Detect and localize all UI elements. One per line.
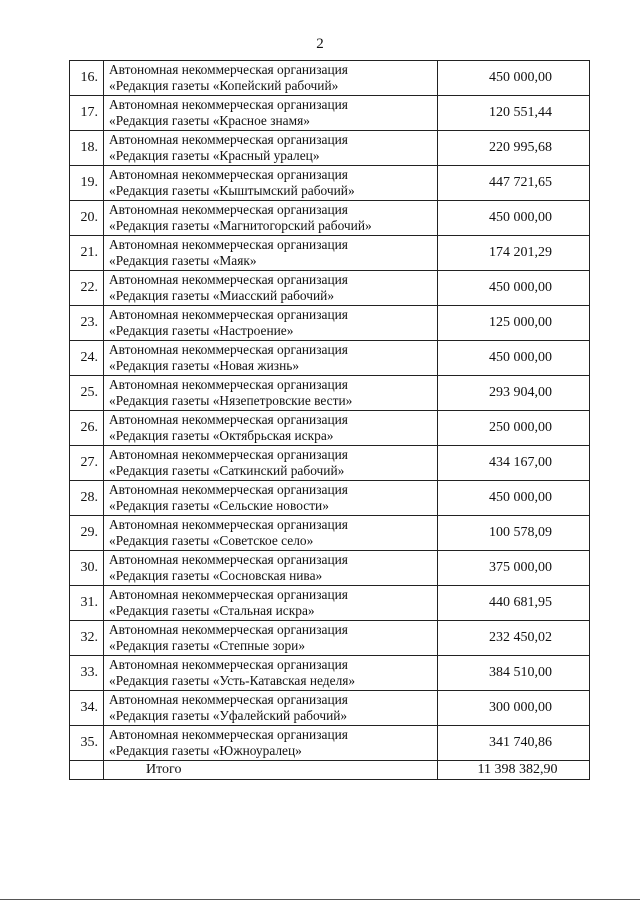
organization-line-2: «Редакция газеты «Саткинский рабочий» (109, 463, 345, 478)
table-row (70, 516, 590, 551)
organization-line-1: Автономная некоммерческая организация (109, 307, 348, 322)
organization-line-2: «Редакция газеты «Стальная искра» (109, 603, 315, 618)
page-footer-line (0, 899, 640, 900)
row-amount: 341 740,86 (438, 726, 590, 761)
table-row (70, 306, 590, 341)
organization-line-1: Автономная некоммерческая организация (109, 202, 348, 217)
organization-name (104, 516, 438, 551)
organization-line-1: Автономная некоммерческая организация (109, 727, 348, 742)
organization-name (104, 411, 438, 446)
organization-name (104, 236, 438, 271)
total-label: Итого (104, 761, 438, 780)
row-amount: 450 000,00 (438, 201, 590, 236)
total-number-cell (70, 761, 104, 780)
organization-name (104, 446, 438, 481)
organization-line-2: «Редакция газеты «Советское село» (109, 533, 314, 548)
row-amount: 174 201,29 (438, 236, 590, 271)
row-amount: 447 721,65 (438, 166, 590, 201)
row-amount: 300 000,00 (438, 691, 590, 726)
table-row (70, 446, 590, 481)
table-row (70, 376, 590, 411)
organization-line-2: «Редакция газеты «Копейский рабочий» (109, 78, 339, 93)
organization-line-2: «Редакция газеты «Маяк» (109, 253, 257, 268)
row-number: 35. (70, 726, 104, 761)
organization-name (104, 551, 438, 586)
organization-line-1: Автономная некоммерческая организация (109, 237, 348, 252)
organization-line-1: Автономная некоммерческая организация (109, 447, 348, 462)
organization-line-2: «Редакция газеты «Южноуралец» (109, 743, 302, 758)
organization-line-2: «Редакция газеты «Сельские новости» (109, 498, 329, 513)
organization-line-2: «Редакция газеты «Красный уралец» (109, 148, 320, 163)
row-amount: 250 000,00 (438, 411, 590, 446)
organization-name (104, 131, 438, 166)
organization-name (104, 306, 438, 341)
organization-line-2: «Редакция газеты «Кыштымский рабочий» (109, 183, 355, 198)
organization-line-1: Автономная некоммерческая организация (109, 657, 348, 672)
table-row (70, 656, 590, 691)
row-number: 33. (70, 656, 104, 691)
row-number: 34. (70, 691, 104, 726)
organization-line-2: «Редакция газеты «Настроение» (109, 323, 294, 338)
organization-line-1: Автономная некоммерческая организация (109, 517, 348, 532)
organization-name (104, 341, 438, 376)
organization-line-1: Автономная некоммерческая организация (109, 97, 348, 112)
row-amount: 293 904,00 (438, 376, 590, 411)
row-number: 27. (70, 446, 104, 481)
row-number: 26. (70, 411, 104, 446)
row-number: 22. (70, 271, 104, 306)
table-row (70, 481, 590, 516)
organization-line-2: «Редакция газеты «Степные зори» (109, 638, 306, 653)
row-number: 19. (70, 166, 104, 201)
row-amount: 434 167,00 (438, 446, 590, 481)
table-row (70, 61, 590, 96)
organization-line-2: «Редакция газеты «Нязепетровские вести» (109, 393, 353, 408)
page-number: 2 (316, 36, 324, 52)
organization-line-1: Автономная некоммерческая организация (109, 62, 348, 77)
organization-line-1: Автономная некоммерческая организация (109, 587, 348, 602)
organization-line-1: Автономная некоммерческая организация (109, 692, 348, 707)
row-amount: 440 681,95 (438, 586, 590, 621)
organization-line-2: «Редакция газеты «Октябрьская искра» (109, 428, 334, 443)
organization-name (104, 96, 438, 131)
table-row (70, 271, 590, 306)
organization-line-1: Автономная некоммерческая организация (109, 622, 348, 637)
table-row (70, 551, 590, 586)
organization-line-1: Автономная некоммерческая организация (109, 482, 348, 497)
table-row (70, 621, 590, 656)
organization-line-2: «Редакция газеты «Усть-Катавская неделя» (109, 673, 356, 688)
organization-line-1: Автономная некоммерческая организация (109, 552, 348, 567)
row-number: 24. (70, 341, 104, 376)
row-number: 21. (70, 236, 104, 271)
row-amount: 384 510,00 (438, 656, 590, 691)
organization-name (104, 166, 438, 201)
row-amount: 450 000,00 (438, 341, 590, 376)
organization-line-1: Автономная некоммерческая организация (109, 342, 348, 357)
row-amount: 125 000,00 (438, 306, 590, 341)
organization-line-2: «Редакция газеты «Новая жизнь» (109, 358, 300, 373)
table-row (70, 96, 590, 131)
grant-table (69, 60, 590, 780)
organization-name (104, 481, 438, 516)
table-row (70, 341, 590, 376)
organization-name (104, 726, 438, 761)
organization-line-2: «Редакция газеты «Уфалейский рабочий» (109, 708, 348, 723)
table-row (70, 201, 590, 236)
row-amount: 375 000,00 (438, 551, 590, 586)
organization-line-1: Автономная некоммерческая организация (109, 272, 348, 287)
row-number: 18. (70, 131, 104, 166)
organization-name (104, 656, 438, 691)
row-number: 29. (70, 516, 104, 551)
row-number: 16. (70, 61, 104, 96)
table-row (70, 691, 590, 726)
organization-name (104, 376, 438, 411)
organization-line-2: «Редакция газеты «Сосновская нива» (109, 568, 323, 583)
total-amount: 11 398 382,90 (438, 761, 590, 780)
row-amount: 450 000,00 (438, 271, 590, 306)
table-row (70, 166, 590, 201)
organization-line-1: Автономная некоммерческая организация (109, 132, 348, 147)
row-number: 20. (70, 201, 104, 236)
table-row (70, 586, 590, 621)
organization-name (104, 621, 438, 656)
table-row (70, 236, 590, 271)
organization-line-2: «Редакция газеты «Миасский рабочий» (109, 288, 335, 303)
row-number: 17. (70, 96, 104, 131)
row-amount: 100 578,09 (438, 516, 590, 551)
table-body (70, 61, 590, 780)
organization-line-2: «Редакция газеты «Красное знамя» (109, 113, 310, 128)
row-amount: 232 450,02 (438, 621, 590, 656)
row-amount: 120 551,44 (438, 96, 590, 131)
row-number: 30. (70, 551, 104, 586)
row-number: 23. (70, 306, 104, 341)
row-number: 31. (70, 586, 104, 621)
row-amount: 450 000,00 (438, 481, 590, 516)
table-row (70, 411, 590, 446)
row-number: 28. (70, 481, 104, 516)
organization-name (104, 586, 438, 621)
organization-line-2: «Редакция газеты «Магнитогорский рабочий» (109, 218, 372, 233)
organization-line-1: Автономная некоммерческая организация (109, 167, 348, 182)
row-number: 25. (70, 376, 104, 411)
organization-line-1: Автономная некоммерческая организация (109, 377, 348, 392)
row-amount: 450 000,00 (438, 61, 590, 96)
row-number: 32. (70, 621, 104, 656)
organization-name (104, 61, 438, 96)
table-row (70, 131, 590, 166)
organization-line-1: Автономная некоммерческая организация (109, 412, 348, 427)
organization-name (104, 691, 438, 726)
organization-name (104, 271, 438, 306)
total-row (70, 761, 590, 780)
table-row (70, 726, 590, 761)
row-amount: 220 995,68 (438, 131, 590, 166)
organization-name (104, 201, 438, 236)
